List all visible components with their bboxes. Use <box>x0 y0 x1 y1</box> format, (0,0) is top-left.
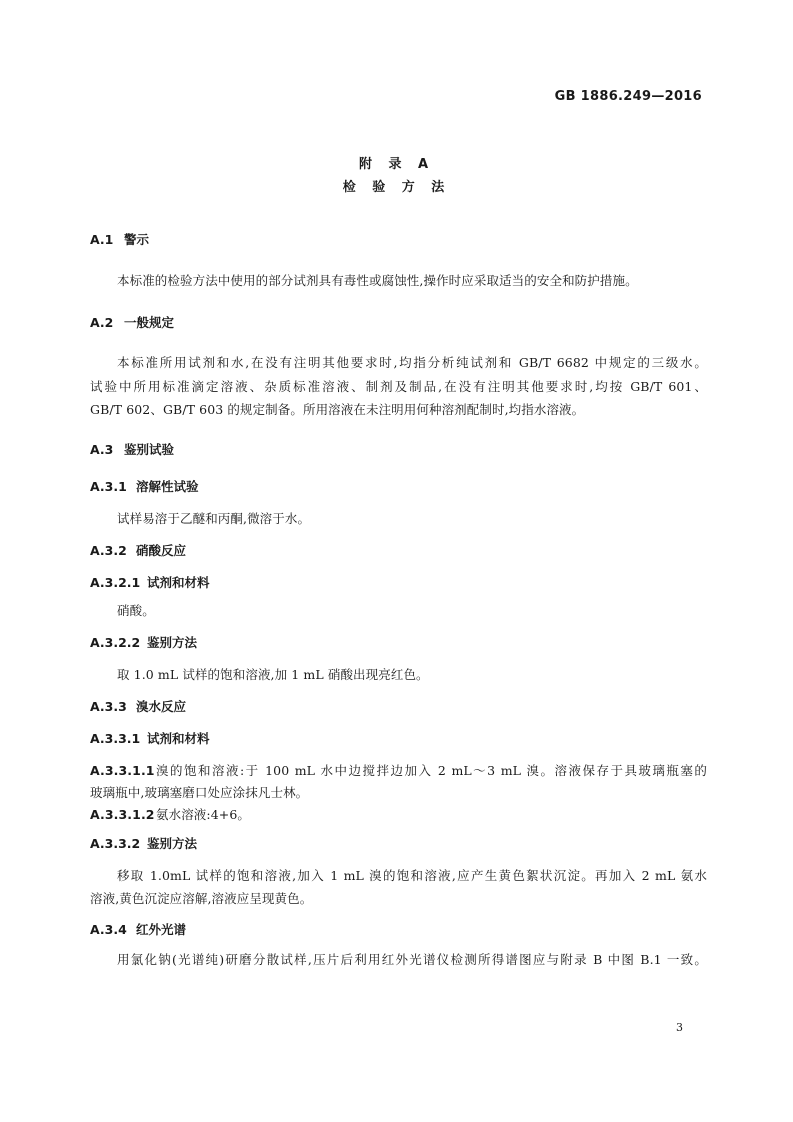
paragraph-a3-4-wrap <box>117 950 707 968</box>
heading-number: A.3.2 <box>90 543 127 558</box>
heading-a3-3-2 <box>90 834 197 852</box>
heading-number: A.2 <box>90 315 114 330</box>
item-text-line1: 溴的饱和溶液:于 100 mL 水中边搅拌边加入 2 mL～3 mL 溴。溶液保存于具玻璃瓶塞的 <box>156 763 707 778</box>
paragraph-a2-line1: 本标准所用试剂和水,在没有注明其他要求时,均指分析纯试剂和 GB/T 6682 中规定的三级水。 <box>117 355 707 370</box>
heading-title: 鉴别方法 <box>147 635 198 650</box>
paragraph-a3-2-1: 硝酸。 <box>117 603 155 618</box>
paragraph-a3-3-2-line2: 溶液,黄色沉淀应溶解,溶液应呈现黄色。 <box>90 891 313 906</box>
heading-title: 鉴别方法 <box>147 836 198 851</box>
heading-a1 <box>90 230 149 248</box>
heading-title: 试剂和材料 <box>147 731 210 746</box>
heading-number: A.3.4 <box>90 922 127 937</box>
heading-title: 硝酸反应 <box>136 543 187 558</box>
heading-a3-2-1 <box>90 573 210 591</box>
heading-title: 警示 <box>124 232 150 247</box>
item-number: A.3.3.1.2 <box>90 807 155 822</box>
heading-number: A.3.3.1 <box>90 731 141 746</box>
annex-label: 附 录 A <box>358 157 435 172</box>
heading-title: 溴水反应 <box>136 699 187 714</box>
heading-a3-4 <box>90 920 186 938</box>
standard-number: GB 1886.249—2016 <box>554 89 702 104</box>
heading-title: 鉴别试验 <box>124 442 175 457</box>
paragraph-a3-2-2: 取 1.0 mL 试样的饱和溶液,加 1 mL 硝酸出现亮红色。 <box>117 667 429 682</box>
heading-a2 <box>90 313 174 331</box>
paragraph-a2-wrap2 <box>90 377 707 395</box>
paragraph-a3-3-2-line1: 移取 1.0mL 试样的饱和溶液,加入 1 mL 溴的饱和溶液,应产生黄色絮状沉淀。再加入 2 mL 氨水 <box>117 868 707 883</box>
paragraph-a2-line2: 试验中所用标准滴定溶液、杂质标准溶液、制剂及制品,在没有注明其他要求时,均按 GB/T 601、 <box>90 379 707 394</box>
heading-number: A.3.3.2 <box>90 836 141 851</box>
heading-title: 试剂和材料 <box>147 575 210 590</box>
paragraph-a2-line3: GB/T 602、GB/T 603 的规定制备。所用溶液在未注明用何种溶剂配制时,均指水溶液。 <box>90 402 585 417</box>
heading-number: A.3.3 <box>90 699 127 714</box>
heading-number: A.3.1 <box>90 479 127 494</box>
heading-number: A.3.2.2 <box>90 635 141 650</box>
heading-number: A.3.2.1 <box>90 575 141 590</box>
heading-title: 溶解性试验 <box>136 479 199 494</box>
heading-title: 红外光谱 <box>136 922 187 937</box>
paragraph-a3-3-2-wrap <box>117 866 707 884</box>
heading-a3-1 <box>90 477 199 495</box>
item-a3-3-1-1-line2: 玻璃瓶中,玻璃塞磨口处应涂抹凡士林。 <box>90 785 309 800</box>
paragraph-a2-wrap <box>117 353 707 371</box>
heading-number: A.1 <box>90 232 114 247</box>
heading-number: A.3 <box>90 442 114 457</box>
paragraph-a1: 本标准的检验方法中使用的部分试剂具有毒性或腐蚀性,操作时应采取适当的安全和防护措施。 <box>117 273 638 288</box>
item-a3-3-1-1 <box>90 761 707 779</box>
page-number: 3 <box>676 1021 683 1034</box>
annex-title: 检 验 方 法 <box>342 180 451 195</box>
heading-a3-2 <box>90 541 186 559</box>
heading-a3-3 <box>90 697 186 715</box>
paragraph-a3-1: 试样易溶于乙醚和丙酮,微溶于水。 <box>117 511 311 526</box>
heading-a3 <box>90 440 174 458</box>
heading-title: 一般规定 <box>124 315 175 330</box>
heading-a3-2-2 <box>90 633 197 651</box>
item-a3-3-1-2 <box>90 805 250 823</box>
item-number: A.3.3.1.1 <box>90 763 155 778</box>
paragraph-a3-4: 用氯化钠(光谱纯)研磨分散试样,压片后利用红外光谱仪检测所得谱图应与附录 B 中图 B.1 一致。 <box>117 952 707 967</box>
heading-a3-3-1 <box>90 729 210 747</box>
item-text: 氨水溶液:4+6。 <box>156 807 250 822</box>
